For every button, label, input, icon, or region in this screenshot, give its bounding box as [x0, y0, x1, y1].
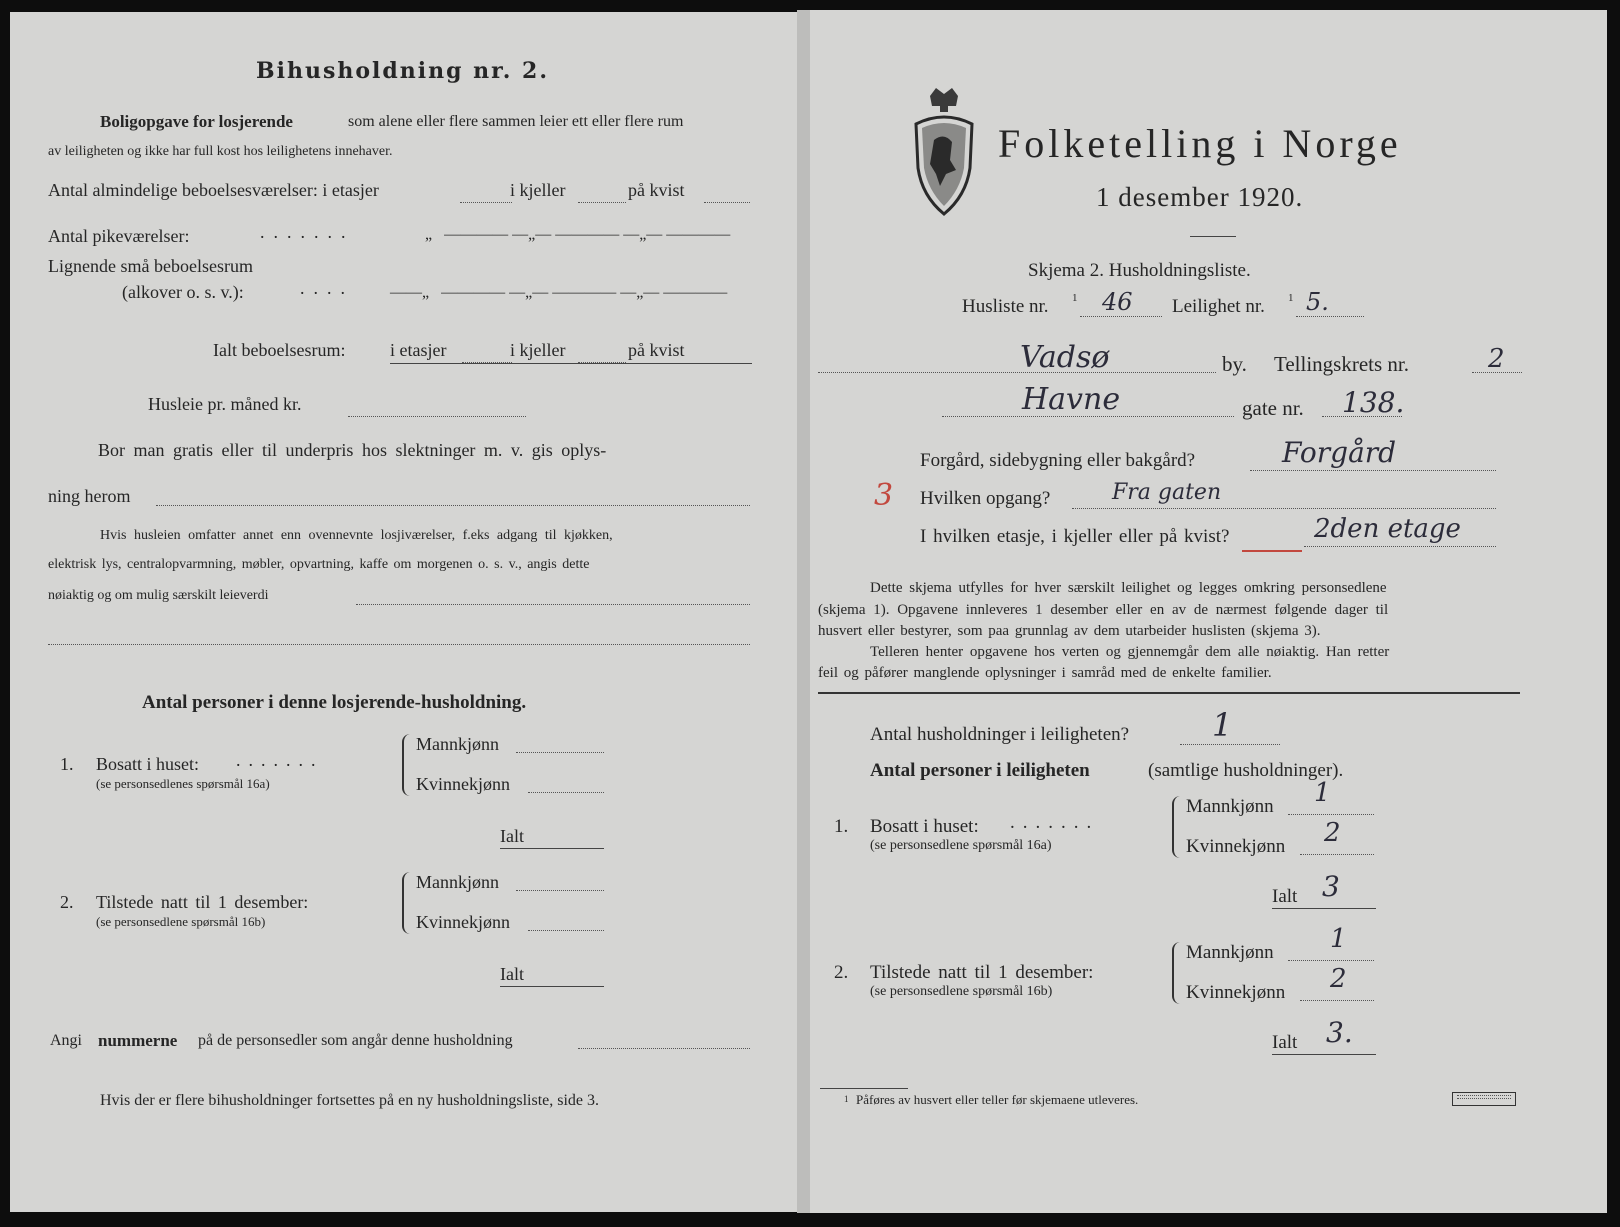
leilighet-label: Leilighet nr.: [1172, 296, 1265, 317]
opgang-label: Hvilken opgang?: [920, 488, 1051, 509]
page-fold: [797, 10, 811, 1213]
l-q1-num: 1.: [60, 754, 74, 774]
coat-of-arms-icon: [910, 88, 978, 218]
l-q2-num: 2.: [60, 892, 74, 912]
left-title: Bihusholdning nr. 2.: [256, 58, 549, 84]
l-q1-dots: .......: [236, 750, 324, 770]
l-q2-label: Tilstede natt til 1 desember:: [96, 892, 309, 912]
gate-nr-value: 138.: [1342, 386, 1405, 419]
persons-bold: Antal personer i leiligheten: [870, 760, 1090, 781]
pike-ditto: „ ———— —„— ———— —„— ————: [425, 226, 731, 243]
rooms-kvist: på kvist: [628, 180, 685, 200]
r-q1-dots: .......: [1010, 812, 1100, 833]
footnote-mark: 1: [844, 1094, 849, 1104]
alkover-dots: ....: [300, 278, 354, 298]
ialt-rooms-label: Ialt beboelsesrum:: [213, 340, 346, 360]
r-q1-kvinne-value: 2: [1324, 818, 1341, 848]
krets-label: Tellingskrets nr.: [1274, 352, 1410, 376]
intro-rest: som alene eller flere sammen leier ett eller flere rum: [348, 113, 684, 130]
pike-dots: .......: [260, 222, 355, 242]
skjema: Skjema 2. Husholdningsliste.: [1028, 260, 1251, 281]
leilighet-footnote-mark: 1: [1288, 292, 1294, 304]
r-q1-mann-value: 1: [1314, 778, 1331, 808]
angi-bold: nummerne: [98, 1031, 178, 1050]
r-q1-ialt-value: 3: [1322, 870, 1340, 903]
l-q2-mann: Mannkjønn: [416, 872, 499, 892]
husliste-value: 46: [1102, 288, 1133, 316]
persons-rest: (samtlige husholdninger).: [1148, 760, 1344, 781]
l-q1-kvinne: Kvinnekjønn: [416, 774, 510, 794]
r-q1-kvinne: Kvinnekjønn: [1186, 836, 1286, 857]
persons-heading: Antal personer i denne losjerende-husholdning.: [142, 692, 527, 713]
instr-line4: Telleren henter opgavene hos verten og gjennemgår dem alle nøiaktig. Han retter: [870, 644, 1390, 660]
left-footer: Hvis der er flere bihusholdninger fortsettes på en ny husholdningsliste, side 3.: [100, 1092, 600, 1109]
r-q1-ialt: Ialt: [1272, 886, 1298, 907]
left-page: [10, 12, 807, 1212]
hvis-line3: nøiaktig og om mulig særskilt leieverdi: [48, 588, 269, 603]
opgang-value: Fra gaten: [1112, 480, 1222, 505]
right-date: 1 desember 1920.: [1096, 182, 1304, 212]
pike-label: Antal pikeværelser:: [48, 226, 190, 246]
intro-line2: av leiligheten og ikke har full kost hos leilighetens innehaver.: [48, 144, 393, 159]
etasje-label: I hvilken etasje, i kjeller eller på kvist?: [920, 526, 1230, 547]
instr-line2: (skjema 1). Opgavene innleveres 1 desember eller en av de nærmest følgende dager til: [818, 602, 1389, 618]
r-q2-num: 2.: [834, 962, 849, 983]
ialt-kjeller: i kjeller: [510, 340, 566, 360]
husliste-footnote-mark: 1: [1072, 292, 1078, 304]
hvis-line1: Hvis husleien omfatter annet enn ovennevnte losjiværelser, f.eks adgang til kjøkken,: [100, 528, 613, 543]
r-q2-label: Tilstede natt til 1 desember:: [870, 962, 1094, 983]
l-q2-ialt: Ialt: [500, 964, 524, 984]
ialt-kvist: på kvist: [628, 340, 685, 360]
forgard-label: Forgård, sidebygning eller bakgård?: [920, 450, 1196, 471]
r-q1-sub: (se personsedlene spørsmål 16a): [870, 838, 1052, 853]
r-q1-label: Bosatt i huset:: [870, 816, 979, 837]
bor-line1: Bor man gratis eller til underpris hos slektninger m. v. gis oplys-: [98, 440, 607, 460]
by-label: by.: [1222, 352, 1247, 376]
instr-line1: Dette skjema utfylles for hver særskilt leilighet og legges omkring personsedlene: [870, 580, 1387, 596]
gate-value: Havne: [1022, 382, 1121, 417]
printer-stamp: [1452, 1092, 1516, 1106]
r-q2-mann: Mannkjønn: [1186, 942, 1274, 963]
by-value: Vadsø: [1020, 340, 1110, 375]
gate-label: gate nr.: [1242, 396, 1304, 420]
right-page: [810, 10, 1607, 1213]
lignende-label: Lignende små beboelsesrum: [48, 256, 253, 276]
leilighet-value: 5.: [1306, 288, 1329, 316]
r-q2-ialt: Ialt: [1272, 1032, 1298, 1053]
l-q1-ialt: Ialt: [500, 826, 524, 846]
r-q2-kvinne-value: 2: [1330, 964, 1347, 994]
hush-value: 1: [1212, 706, 1233, 744]
hush-label: Antal husholdninger i leiligheten?: [870, 724, 1130, 745]
etasje-value: 2den etage: [1314, 514, 1461, 544]
r-q2-kvinne: Kvinnekjønn: [1186, 982, 1286, 1003]
angi-rest: på de personsedler som angår denne husholdning: [198, 1032, 513, 1049]
hvis-line2: elektrisk lys, centralopvarmning, møbler, opvartning, kaffe om morgenen o. s. v., angis dette: [48, 557, 590, 572]
forgard-value: Forgård: [1282, 436, 1397, 469]
r-q1-mann: Mannkjønn: [1186, 796, 1274, 817]
bor-line2: ning herom: [48, 486, 131, 506]
l-q2-kvinne: Kvinnekjønn: [416, 912, 510, 932]
husleie-label: Husleie pr. måned kr.: [148, 394, 302, 414]
intro-bold: Boligopgave for losjerende: [100, 112, 293, 131]
footnote: Påføres av husvert eller teller før skjemaene utleveres.: [856, 1092, 1139, 1107]
instr-line5: feil og påfører manglende oplysninger i samråd med de enkelte familier.: [818, 665, 1272, 681]
angi-pre: Angi: [50, 1032, 82, 1049]
l-q1-sub: (se personsedlenes spørsmål 16a): [96, 776, 270, 791]
l-q1-label: Bosatt i huset:: [96, 754, 199, 774]
alkover-ditto: ——„ ———— —„— ———— —„— ————: [390, 284, 728, 301]
husliste-label: Husliste nr.: [962, 296, 1049, 317]
ialt-etasjer: i etasjer: [390, 340, 447, 360]
margin-number: 3: [874, 478, 894, 513]
krets-value: 2: [1488, 344, 1505, 374]
l-q2-sub: (se personsedlene spørsmål 16b): [96, 914, 266, 929]
r-q2-sub: (se personsedlene spørsmål 16b): [870, 984, 1053, 999]
instr-line3: husvert eller bestyrer, som paa grunnlag av dem utarbeider huslisten (skjema 3).: [818, 623, 1321, 639]
l-q1-mann: Mannkjønn: [416, 734, 499, 754]
r-q2-mann-value: 1: [1330, 924, 1347, 954]
r-q1-num: 1.: [834, 816, 849, 837]
alkover-label: (alkover o. s. v.):: [122, 282, 244, 302]
rooms-kjeller: i kjeller: [510, 180, 566, 200]
r-q2-ialt-value: 3.: [1326, 1016, 1353, 1049]
rooms-label: Antal almindelige beboelsesværelser: i etasjer: [48, 180, 379, 200]
right-title: Folketelling i Norge: [998, 121, 1402, 166]
